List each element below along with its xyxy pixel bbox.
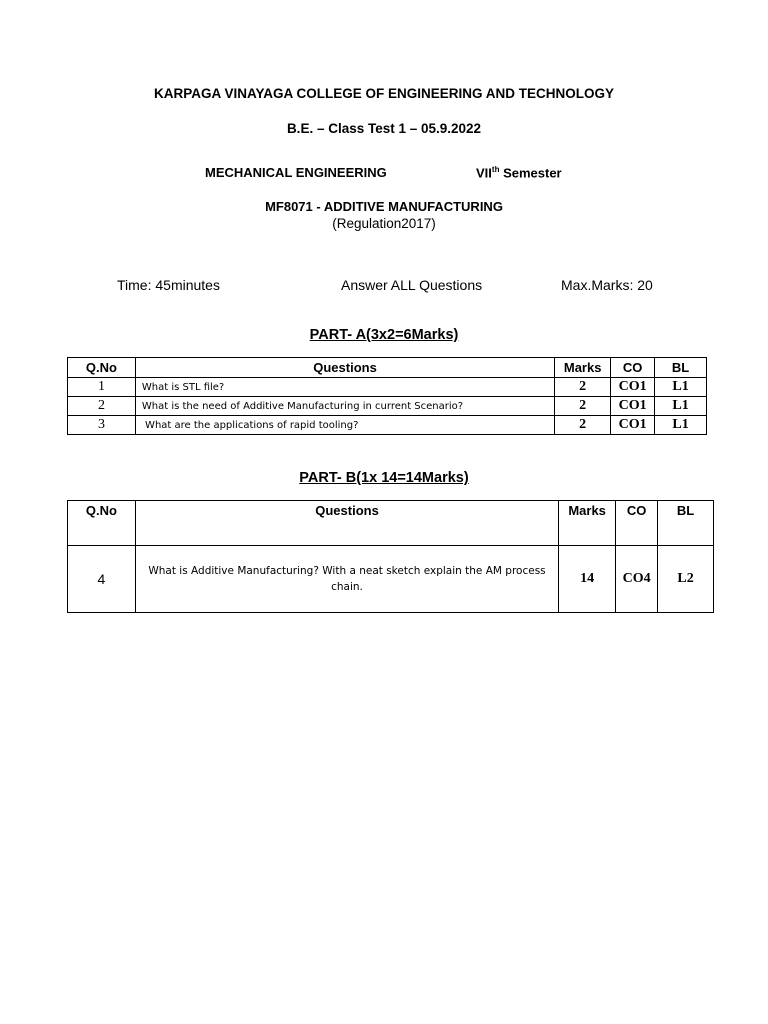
department: MECHANICAL ENGINEERING bbox=[205, 165, 387, 180]
bl-cell: L2 bbox=[658, 546, 714, 613]
marks-cell: 2 bbox=[555, 416, 611, 435]
time-info: Time: 45minutes bbox=[117, 277, 220, 293]
col-marks: Marks bbox=[555, 358, 611, 378]
max-marks: Max.Marks: 20 bbox=[561, 277, 653, 293]
table-header-row bbox=[68, 501, 714, 546]
college-name: KARPAGA VINAYAGA COLLEGE OF ENGINEERING AND TECHNOLOGY bbox=[153, 86, 615, 101]
bl-cell: L1 bbox=[655, 416, 707, 435]
col-marks: Marks bbox=[559, 501, 616, 546]
marks-cell: 14 bbox=[559, 546, 616, 613]
col-co: CO bbox=[616, 501, 658, 546]
instruction: Answer ALL Questions bbox=[341, 277, 483, 293]
semester-prefix: VII bbox=[476, 165, 492, 181]
table-row bbox=[68, 416, 707, 435]
semester bbox=[476, 165, 562, 180]
qno-cell: 3 bbox=[68, 416, 136, 435]
qno-cell: 2 bbox=[68, 397, 136, 416]
table-header-row bbox=[68, 358, 707, 378]
col-qno: Q.No bbox=[68, 501, 136, 546]
co-cell: CO1 bbox=[611, 416, 655, 435]
semester-suffix: Semester bbox=[499, 165, 562, 181]
marks-cell: 2 bbox=[555, 378, 611, 397]
table-row bbox=[68, 397, 707, 416]
co-cell: CO4 bbox=[616, 546, 658, 613]
col-bl: BL bbox=[655, 358, 707, 378]
regulation: (Regulation2017) bbox=[332, 216, 436, 231]
test-title: B.E. – Class Test 1 – 05.9.2022 bbox=[286, 121, 482, 136]
part-a-table bbox=[67, 357, 707, 435]
part-a-title: PART- A(3x2=6Marks) bbox=[309, 327, 459, 343]
part-b-title-wrap bbox=[0, 469, 768, 487]
question-cell: What is Additive Manufacturing? With a neat sketch explain the AM process chain. bbox=[135, 546, 558, 613]
part-a-title-wrap bbox=[0, 326, 768, 344]
col-qno: Q.No bbox=[68, 358, 136, 378]
question-cell: What is STL file? bbox=[135, 378, 554, 397]
part-b-table bbox=[67, 500, 714, 613]
co-cell: CO1 bbox=[611, 397, 655, 416]
col-bl: BL bbox=[658, 501, 714, 546]
question-cell: What is the need of Additive Manufacturing in current Scenario? bbox=[135, 397, 554, 416]
col-questions: Questions bbox=[135, 501, 558, 546]
table-row bbox=[68, 378, 707, 397]
bl-cell: L1 bbox=[655, 378, 707, 397]
bl-cell: L1 bbox=[655, 397, 707, 416]
qno-cell: 4 bbox=[68, 546, 136, 613]
semester-sup: th bbox=[491, 165, 500, 174]
part-b-title: PART- B(1x 14=14Marks) bbox=[299, 470, 469, 486]
table-row bbox=[68, 546, 714, 613]
col-questions: Questions bbox=[135, 358, 554, 378]
question-cell: What are the applications of rapid tooling? bbox=[135, 416, 554, 435]
co-cell: CO1 bbox=[611, 378, 655, 397]
marks-cell: 2 bbox=[555, 397, 611, 416]
col-co: CO bbox=[611, 358, 655, 378]
qno-cell: 1 bbox=[68, 378, 136, 397]
subject-title: MF8071 - ADDITIVE MANUFACTURING bbox=[265, 199, 503, 214]
